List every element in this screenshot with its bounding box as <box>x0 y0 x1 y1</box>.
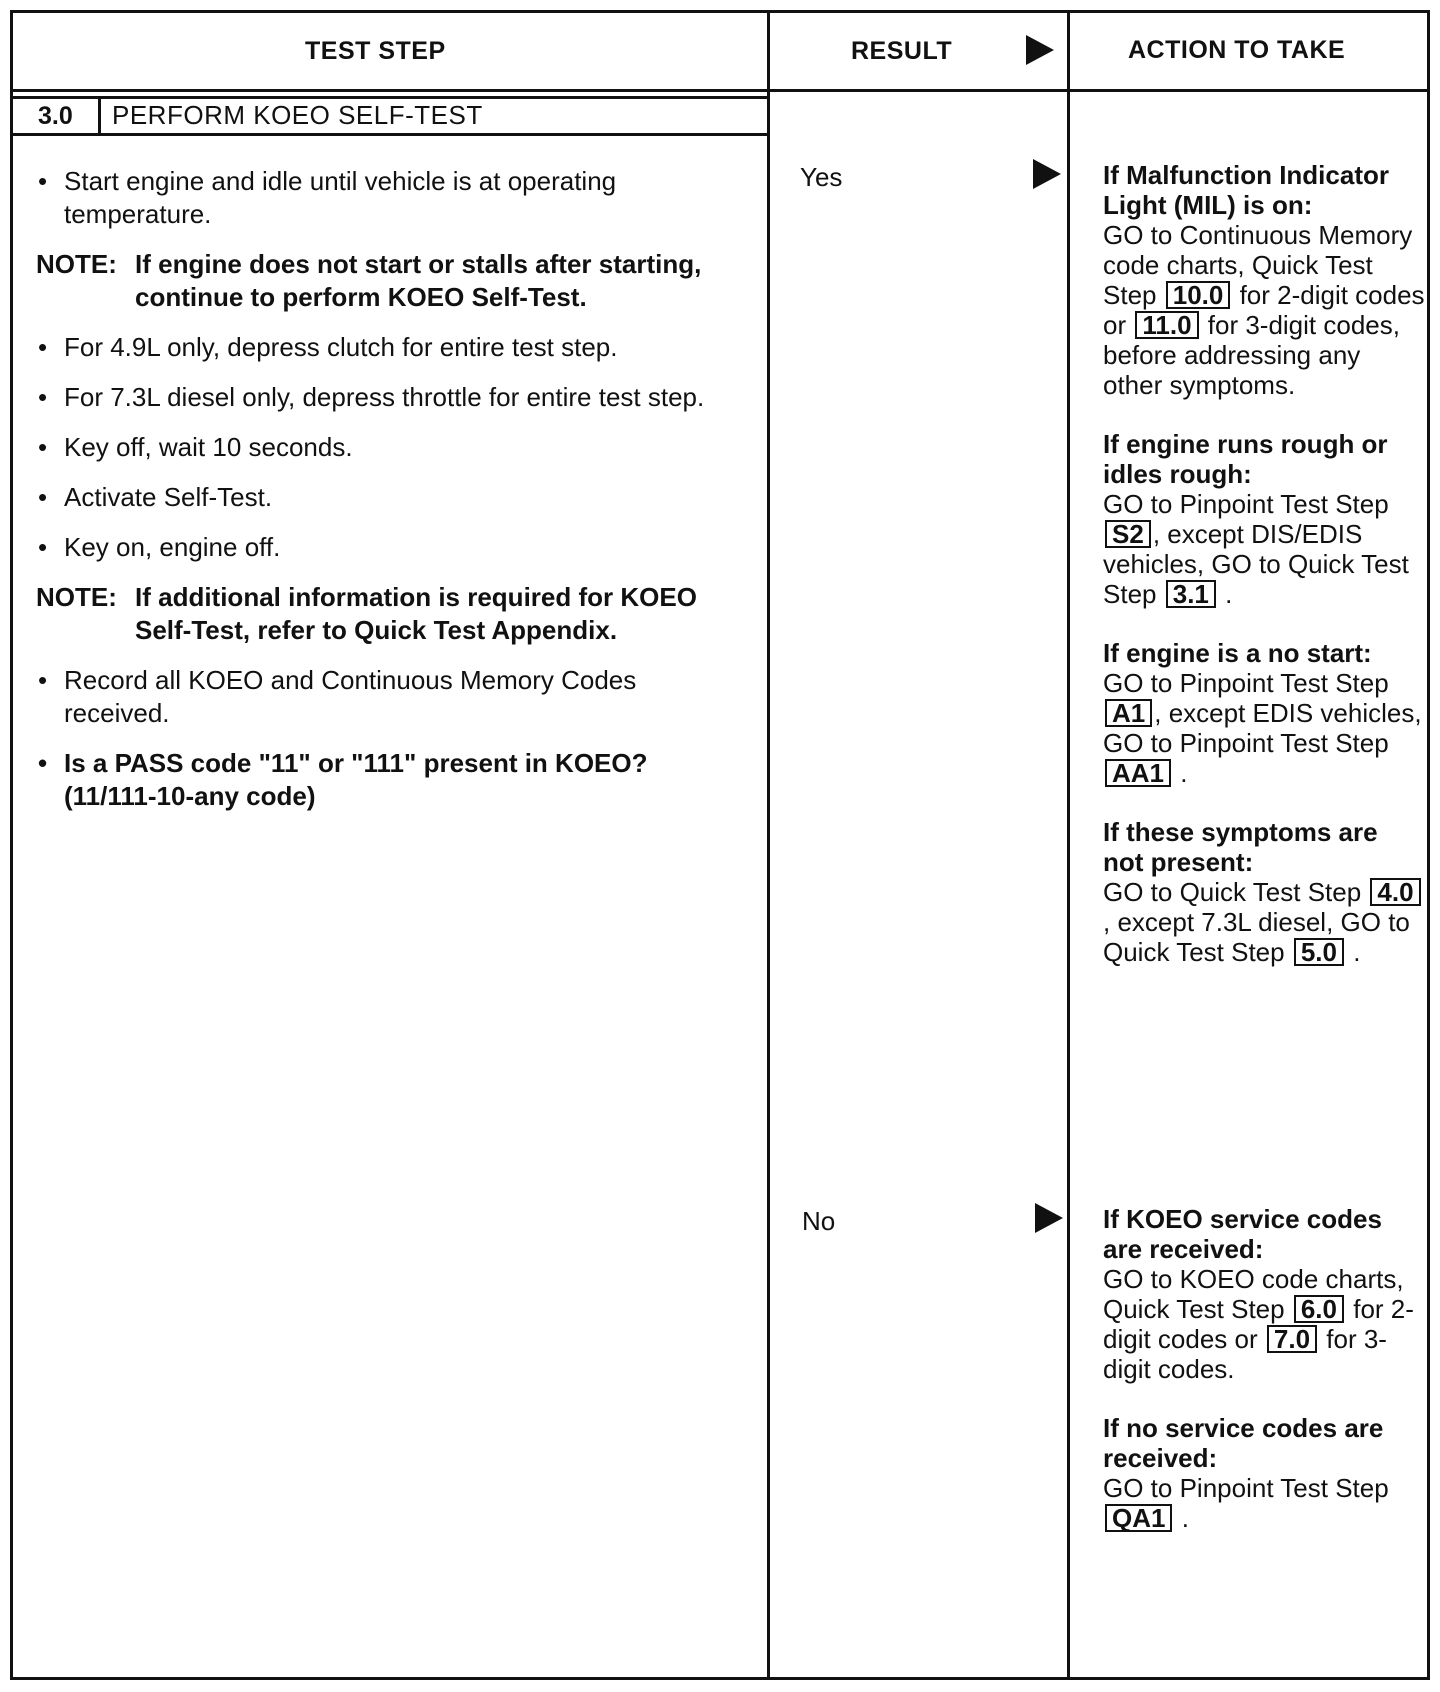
step-reference[interactable]: 5.0 <box>1294 938 1344 966</box>
header-result: RESULT <box>851 37 953 65</box>
action-text: for 2-digit codes or <box>1103 280 1425 340</box>
action-text: GO to KOEO code charts, Quick Test Step <box>1103 1264 1404 1324</box>
result-no: No <box>802 1206 836 1236</box>
action-condition: If KOEO service codes are received: <box>1103 1204 1382 1264</box>
result-yes-arrow-icon <box>1033 159 1061 189</box>
action-condition: If these symptoms are not present: <box>1103 817 1378 877</box>
note <box>36 248 732 314</box>
procedure-bullet: • Start engine and idle until vehicle is at operating temperature. <box>36 165 732 231</box>
procedure-bullet: • Activate Self-Test. <box>36 481 732 514</box>
action-block <box>1103 817 1425 967</box>
action-condition: If engine is a no start: <box>1103 638 1372 668</box>
step-reference[interactable]: 10.0 <box>1166 281 1231 309</box>
action-text: , except DIS/EDIS vehicles, GO to Quick Test Step <box>1103 519 1409 609</box>
step-reference[interactable]: 11.0 <box>1135 311 1198 339</box>
procedure-question <box>36 747 732 813</box>
note-label: NOTE: <box>36 249 117 279</box>
procedure-text <box>36 165 732 813</box>
result-yes: Yes <box>800 162 843 192</box>
header-action: ACTION TO TAKE <box>1128 36 1346 64</box>
step-title-bottom-rule <box>10 133 768 136</box>
question-sub: (11/111-10-any code) <box>64 781 316 811</box>
action-block <box>1103 160 1425 400</box>
column-divider-result <box>767 10 770 1680</box>
action-text: for 3-digit codes. <box>1103 1324 1387 1384</box>
step-title: PERFORM KOEO SELF-TEST <box>112 100 483 130</box>
step-reference[interactable]: 3.1 <box>1166 580 1216 608</box>
step-title-top-rule <box>10 96 768 99</box>
result-no-arrow-icon <box>1035 1203 1063 1233</box>
action-text: for 3-digit codes, before addressing any other symptoms. <box>1103 310 1400 400</box>
step-reference[interactable]: AA1 <box>1105 759 1171 787</box>
action-text: , except 7.3L diesel, GO to Quick Test Step <box>1103 907 1410 967</box>
test-step-table <box>10 10 1430 1692</box>
action-text: GO to Pinpoint Test Step <box>1103 489 1389 519</box>
header-arrow-icon <box>1026 35 1054 65</box>
action-block <box>1103 1204 1425 1384</box>
header-separator <box>10 89 1430 92</box>
step-reference[interactable]: S2 <box>1105 520 1151 548</box>
step-reference[interactable]: 6.0 <box>1294 1295 1344 1323</box>
procedure-bullet: • Key off, wait 10 seconds. <box>36 431 732 464</box>
action-text: GO to Quick Test Step <box>1103 877 1362 907</box>
no-actions <box>1103 1204 1425 1562</box>
step-number-divider <box>98 96 101 136</box>
action-block <box>1103 429 1425 609</box>
header-test-step: TEST STEP <box>305 37 446 65</box>
action-condition: If no service codes are received: <box>1103 1413 1384 1473</box>
column-divider-action <box>1067 10 1070 1680</box>
procedure-bullet: • For 4.9L only, depress clutch for entire test step. <box>36 331 732 364</box>
action-condition: If Malfunction Indicator Light (MIL) is on: <box>1103 160 1389 220</box>
action-text: . <box>1353 937 1361 967</box>
step-number: 3.0 <box>38 102 73 130</box>
yes-actions <box>1103 160 1425 996</box>
table-top-border <box>10 10 1430 13</box>
step-reference[interactable]: 4.0 <box>1370 878 1420 906</box>
action-text: GO to Pinpoint Test Step <box>1103 1473 1389 1503</box>
step-reference[interactable]: A1 <box>1105 699 1152 727</box>
action-block <box>1103 1413 1425 1533</box>
step-reference[interactable]: QA1 <box>1105 1504 1172 1532</box>
procedure-bullet: • Key on, engine off. <box>36 531 732 564</box>
note-text: If additional information is required for KOEO Self-Test, refer to Quick Test Appendix. <box>135 582 697 645</box>
action-text: . <box>1181 1503 1189 1533</box>
note-text: If engine does not start or stalls after starting, continue to perform KOEO Self-Test. <box>135 249 702 312</box>
table-right-border <box>1427 10 1430 1680</box>
action-block <box>1103 638 1425 788</box>
action-text: . <box>1225 579 1233 609</box>
action-text: GO to Continuous Memory code charts, Quick Test Step <box>1103 220 1413 310</box>
action-text: . <box>1180 758 1188 788</box>
note-label: NOTE: <box>36 582 117 612</box>
step-reference[interactable]: 7.0 <box>1267 1325 1317 1353</box>
action-text: GO to Pinpoint Test Step <box>1103 668 1389 698</box>
table-left-border <box>10 10 13 1680</box>
action-text: , except EDIS vehicles, GO to Pinpoint Test Step <box>1103 698 1422 758</box>
action-text: for 2-digit codes or <box>1103 1294 1414 1354</box>
table-bottom-border <box>10 1677 1430 1680</box>
note <box>36 581 732 647</box>
action-condition: If engine runs rough or idles rough: <box>1103 429 1388 489</box>
question-text: Is a PASS code "11" or "111" present in KOEO? <box>64 748 648 778</box>
procedure-bullet: • Record all KOEO and Continuous Memory Codes received. <box>36 664 732 730</box>
procedure-bullet: • For 7.3L diesel only, depress throttle for entire test step. <box>36 381 732 414</box>
